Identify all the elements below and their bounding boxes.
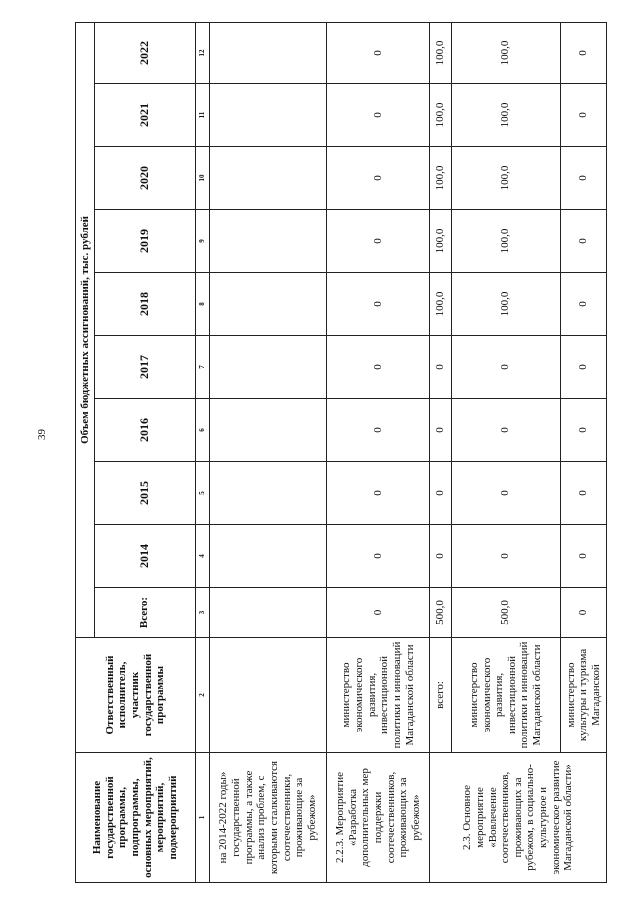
row-executor: министерство культуры и туризма Магаданской bbox=[560, 638, 606, 753]
row-value: 100,0 bbox=[430, 273, 451, 336]
col-index: 10 bbox=[195, 147, 209, 210]
row-value: 0 bbox=[451, 336, 560, 399]
col-name-header: Наименование государственной программы, подпрограммы, основных мероприятий, мероприятий, подмероприятий bbox=[76, 753, 196, 883]
table-row bbox=[209, 22, 327, 882]
page-number: 39 bbox=[36, 429, 48, 440]
row-value: 0 bbox=[560, 147, 606, 210]
col-index: 2 bbox=[195, 638, 209, 753]
table-row bbox=[430, 22, 451, 882]
row-value: 100,0 bbox=[430, 210, 451, 273]
year-header: 2014 bbox=[94, 525, 195, 588]
row-value bbox=[209, 462, 327, 525]
col-index: 9 bbox=[195, 210, 209, 273]
year-header: 2016 bbox=[94, 399, 195, 462]
row-value: 0 bbox=[430, 399, 451, 462]
row-executor bbox=[209, 638, 327, 753]
row-value: 100,0 bbox=[430, 84, 451, 147]
row-value: 0 bbox=[451, 525, 560, 588]
col-index: 5 bbox=[195, 462, 209, 525]
row-value: 0 bbox=[327, 22, 430, 83]
col-total-header: Всего: bbox=[94, 588, 195, 638]
row-name: 2.2.3. Мероприятие «Разработка дополнительных мер поддержки соотечественников, проживающих за рубежом» bbox=[327, 753, 430, 883]
row-value: 0 bbox=[560, 588, 606, 638]
row-value: 0 bbox=[560, 84, 606, 147]
row-value: 500,0 bbox=[430, 588, 451, 638]
table-row bbox=[327, 22, 430, 882]
row-name: 2.3. Основное мероприятие «Вовлечение соотечественников, проживающих за рубежом, в социально-культурное и экономическое развитие Магаданской области» bbox=[430, 753, 607, 883]
row-executor: всего: bbox=[430, 638, 451, 753]
row-executor: министерство экономического развития, инвестиционной политики и инноваций Магаданской области bbox=[451, 638, 560, 753]
year-header: 2022 bbox=[94, 22, 195, 83]
header-row-1 bbox=[76, 22, 95, 882]
row-value: 0 bbox=[560, 525, 606, 588]
row-value bbox=[209, 22, 327, 83]
col-index: 6 bbox=[195, 399, 209, 462]
col-executor-header: Ответственный исполнитель, участник государственной программы bbox=[76, 638, 196, 753]
col-index: 7 bbox=[195, 336, 209, 399]
row-value: 0 bbox=[327, 210, 430, 273]
row-value bbox=[209, 84, 327, 147]
col-index: 3 bbox=[195, 588, 209, 638]
row-value: 0 bbox=[560, 336, 606, 399]
col-index: 4 bbox=[195, 525, 209, 588]
year-header: 2019 bbox=[94, 210, 195, 273]
row-value: 0 bbox=[451, 399, 560, 462]
row-value: 0 bbox=[560, 273, 606, 336]
year-header: 2021 bbox=[94, 84, 195, 147]
row-value: 0 bbox=[560, 210, 606, 273]
row-executor: министерство экономического развития, инвестиционной политики и инноваций Магаданской области bbox=[327, 638, 430, 753]
year-header: 2018 bbox=[94, 273, 195, 336]
year-header: 2015 bbox=[94, 462, 195, 525]
index-row bbox=[195, 22, 209, 882]
row-value: 0 bbox=[327, 525, 430, 588]
row-value: 0 bbox=[327, 588, 430, 638]
rotated-table-container bbox=[75, 23, 607, 883]
budget-table bbox=[75, 22, 607, 883]
row-value bbox=[209, 525, 327, 588]
row-value: 0 bbox=[430, 525, 451, 588]
row-value: 0 bbox=[327, 336, 430, 399]
col-index: 1 bbox=[195, 753, 209, 883]
col-index: 11 bbox=[195, 84, 209, 147]
row-value: 0 bbox=[560, 462, 606, 525]
row-value: 500,0 bbox=[451, 588, 560, 638]
row-value: 100,0 bbox=[451, 84, 560, 147]
row-value: 0 bbox=[327, 84, 430, 147]
row-value: 100,0 bbox=[451, 273, 560, 336]
row-value: 100,0 bbox=[451, 147, 560, 210]
row-value: 0 bbox=[327, 399, 430, 462]
row-value: 100,0 bbox=[430, 22, 451, 83]
row-value: 100,0 bbox=[451, 210, 560, 273]
row-value bbox=[209, 210, 327, 273]
row-value: 0 bbox=[327, 147, 430, 210]
col-index: 8 bbox=[195, 273, 209, 336]
row-value bbox=[209, 399, 327, 462]
col-budget-header: Объем бюджетных ассигнований, тыс. рублей bbox=[76, 22, 95, 637]
row-value: 100,0 bbox=[451, 22, 560, 83]
row-value bbox=[209, 273, 327, 336]
row-value: 0 bbox=[430, 336, 451, 399]
row-value: 0 bbox=[327, 462, 430, 525]
row-value: 0 bbox=[430, 462, 451, 525]
row-value: 0 bbox=[560, 22, 606, 83]
row-value: 100,0 bbox=[430, 147, 451, 210]
row-value: 0 bbox=[451, 462, 560, 525]
row-name: на 2014-2022 годы» государственной программы, а также анализ проблем, с которыми сталкиваются соотечественники, проживающие за рубежом» bbox=[209, 753, 327, 883]
row-value bbox=[209, 147, 327, 210]
row-value: 0 bbox=[327, 273, 430, 336]
year-header: 2020 bbox=[94, 147, 195, 210]
row-value: 0 bbox=[560, 399, 606, 462]
col-index: 12 bbox=[195, 22, 209, 83]
row-value bbox=[209, 588, 327, 638]
row-value bbox=[209, 336, 327, 399]
year-header: 2017 bbox=[94, 336, 195, 399]
